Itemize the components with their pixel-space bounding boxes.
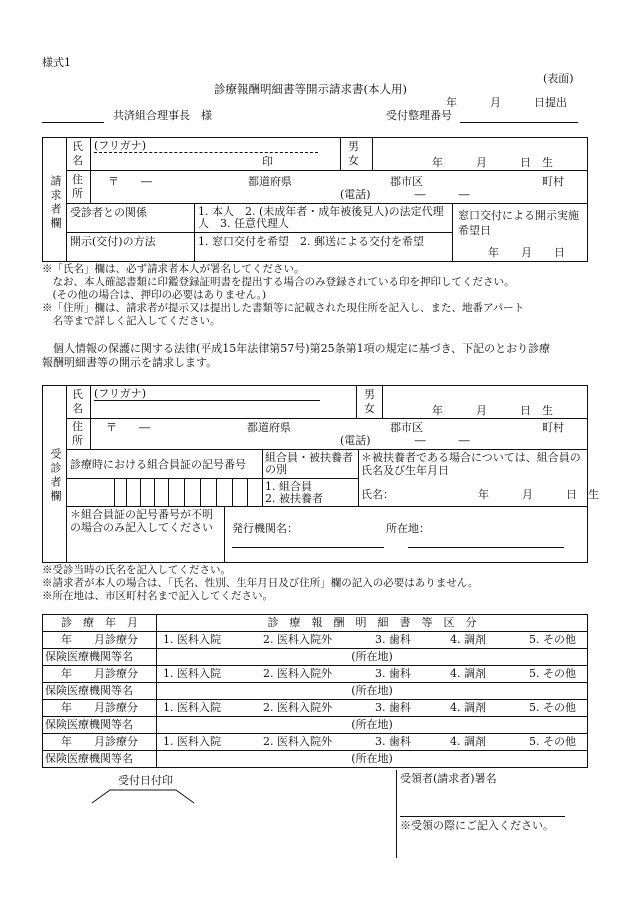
patient-address-label: 住所 — [72, 420, 83, 447]
requester-phone[interactable]: (電話) ― ― — [340, 188, 470, 201]
reception-number-field[interactable] — [460, 122, 578, 123]
cat-2: 2. 医科入院外 — [263, 667, 332, 680]
cat-1: 1. 医科入院 — [163, 735, 221, 748]
patient-furigana: (フリガナ) — [94, 387, 147, 400]
reception-number-label: 受付整理番号 — [386, 109, 452, 122]
details-col2-header: 診 療 報 酬 明 細 書 等 区 分 — [157, 615, 588, 632]
cat-4: 4. 調剤 — [450, 667, 486, 680]
requester-postal[interactable]: 〒 ― — [108, 175, 152, 188]
note-6: ※受診当時の氏名を記入してください。 — [42, 564, 231, 576]
relation-options[interactable]: 1. 本人 2. (未成年者・成年被後見人)の法定代理人 3. 任意代理人 — [198, 205, 444, 230]
requester-name-label: 氏名 — [72, 140, 83, 167]
statement-line-1: 個人情報の保護に関する法律(平成15年法律第57号)第25条第1項の規定に基づき、下記のとおり診療 — [42, 342, 551, 355]
member-type-label: 組合員・被扶養者の別 — [265, 451, 353, 476]
detail-location[interactable]: (所在地) — [157, 649, 588, 666]
form-number: 様式1 — [42, 56, 71, 69]
requester-address-label: 住所 — [72, 173, 83, 200]
cat-4: 4. 調剤 — [450, 735, 486, 748]
requester-section-label: 請求者欄 — [49, 175, 62, 231]
patient-name-label: 氏名 — [72, 388, 83, 415]
cat-5: 5. その他 — [529, 667, 576, 680]
table-row — [43, 700, 588, 717]
requester-gender[interactable]: 男女 — [348, 140, 359, 167]
member-birth[interactable]: 年 月 日 生 — [478, 488, 599, 501]
patient-birth[interactable]: 年 月 日 生 — [432, 404, 553, 417]
table-row — [43, 632, 588, 649]
note-7: ※請求者が本人の場合は、「氏名、性別、生年月日及び住所」欄の記入の必要はありません。 — [42, 577, 479, 589]
note-2: なお、本人確認書類に印鑑登録証明書を提出する場合のみ登録されている印を押印してください。 — [42, 276, 515, 288]
detail-categories[interactable] — [157, 666, 588, 683]
requester-city: 郡市区 — [390, 175, 423, 188]
cat-1: 1. 医科入院 — [163, 633, 221, 646]
cat-1: 1. 医科入院 — [163, 667, 221, 680]
requester-birth[interactable]: 年 月 日 生 — [432, 156, 553, 169]
signature-label: 受領者(請求者)署名 — [400, 772, 497, 785]
patient-town: 町村 — [542, 421, 564, 434]
detail-month[interactable]: 年 月診療分 — [43, 700, 157, 717]
patient-gender[interactable]: 男女 — [364, 388, 375, 415]
window-date-label: 窓口交付による開示実施希望日 — [458, 209, 579, 237]
page-title: 診療報酬明細書等開示請求書(本人用) — [214, 82, 407, 96]
requester-prefecture: 都道府県 — [248, 175, 292, 188]
addressee-underline — [42, 122, 104, 123]
detail-location[interactable]: (所在地) — [157, 751, 588, 768]
note-5: 名等まで詳しく記入してください。 — [42, 315, 221, 327]
cat-4: 4. 調剤 — [450, 633, 486, 646]
submission-date: 年 月 日提出 — [446, 96, 567, 109]
detail-facility: 保険医療機関等名 — [43, 717, 157, 734]
table-row — [43, 734, 588, 751]
table-row — [43, 649, 588, 666]
location-label: 所在地： — [386, 522, 430, 535]
issuer-field[interactable] — [232, 547, 384, 548]
issuer-label: 発行機関名： — [232, 522, 298, 535]
cat-2: 2. 医科入院外 — [263, 633, 332, 646]
cat-3: 3. 歯科 — [375, 701, 411, 714]
table-row — [43, 683, 588, 700]
requester-furigana: (フリガナ) — [94, 139, 147, 152]
member-name-label: 氏名： — [361, 488, 394, 501]
statement-line-2: 報酬明細書等の開示を請求します。 — [42, 356, 218, 369]
detail-location[interactable]: (所在地) — [157, 717, 588, 734]
detail-month[interactable]: 年 月診療分 — [43, 632, 157, 649]
requester-seal: 印 — [262, 155, 273, 168]
note-1: ※「氏名」欄は、必ず請求者本人が署名してください。 — [42, 263, 305, 275]
cat-1: 1. 医科入院 — [163, 701, 221, 714]
detail-categories[interactable] — [157, 700, 588, 717]
signature-field[interactable] — [400, 816, 565, 817]
signature-divider — [396, 770, 397, 858]
note-4: ※「住所」欄は、請求者が提示又は提出した書類等に記載された現住所を記入し、また、地番アパート — [42, 302, 525, 314]
patient-city: 郡市区 — [390, 421, 423, 434]
cat-2: 2. 医科入院外 — [263, 701, 332, 714]
location-field[interactable] — [408, 547, 564, 548]
method-label: 開示(交付)の方法 — [70, 235, 156, 248]
detail-month[interactable]: 年 月診療分 — [43, 666, 157, 683]
detail-categories[interactable] — [157, 734, 588, 751]
window-date[interactable]: 年 月 日 — [488, 246, 565, 259]
dependent-note: ＊被扶養者である場合については、組合員の氏名及び生年月日 — [361, 451, 581, 477]
patient-phone[interactable]: (電話) ― ― — [340, 434, 470, 447]
cat-5: 5. その他 — [529, 633, 576, 646]
cat-3: 3. 歯科 — [375, 667, 411, 680]
reception-stamp-label: 受付日付印 — [118, 774, 173, 787]
note-8: ※所在地は、市区町村名まで記入してください。 — [42, 590, 273, 602]
patient-postal[interactable]: 〒 ― — [106, 421, 150, 434]
cat-4: 4. 調剤 — [450, 701, 486, 714]
cat-5: 5. その他 — [529, 735, 576, 748]
cert-label: 診療時における組合員証の記号番号 — [70, 458, 246, 471]
cat-2: 2. 医科入院外 — [263, 735, 332, 748]
table-row — [43, 666, 588, 683]
table-row — [43, 751, 588, 768]
cat-3: 3. 歯科 — [375, 633, 411, 646]
detail-categories[interactable] — [157, 632, 588, 649]
note-3: (その他の場合は、押印の必要はありません。) — [42, 289, 267, 301]
details-col1-header: 診 療 年 月 — [43, 615, 157, 632]
detail-facility: 保険医療機関等名 — [43, 683, 157, 700]
unknown-card-note: ＊組合員証の記号番号が不明の場合のみ記入してください — [70, 508, 213, 534]
table-row — [43, 717, 588, 734]
cat-5: 5. その他 — [529, 701, 576, 714]
detail-facility: 保険医療機関等名 — [43, 751, 157, 768]
addressee: 共済組合理事長 様 — [113, 109, 212, 122]
method-options[interactable]: 1. 窓口交付を希望 2. 郵送による交付を希望 — [198, 235, 424, 248]
patient-section-label: 受診者欄 — [49, 448, 62, 504]
member-type-1[interactable]: 1. 組合員 — [265, 480, 312, 493]
patient-prefecture: 都道府県 — [247, 421, 291, 434]
requester-town: 町村 — [542, 175, 564, 188]
detail-month[interactable]: 年 月診療分 — [43, 734, 157, 751]
detail-location[interactable]: (所在地) — [157, 683, 588, 700]
detail-facility: 保険医療機関等名 — [43, 649, 157, 666]
details-table — [42, 614, 588, 768]
stamp-arc — [88, 786, 200, 804]
cat-3: 3. 歯科 — [375, 735, 411, 748]
relation-label: 受診者との関係 — [70, 206, 147, 219]
side-indicator: (表面) — [543, 72, 574, 85]
signature-note: ※受領の際にご記入ください。 — [400, 819, 554, 832]
member-type-2[interactable]: 2. 被扶養者 — [265, 492, 323, 505]
